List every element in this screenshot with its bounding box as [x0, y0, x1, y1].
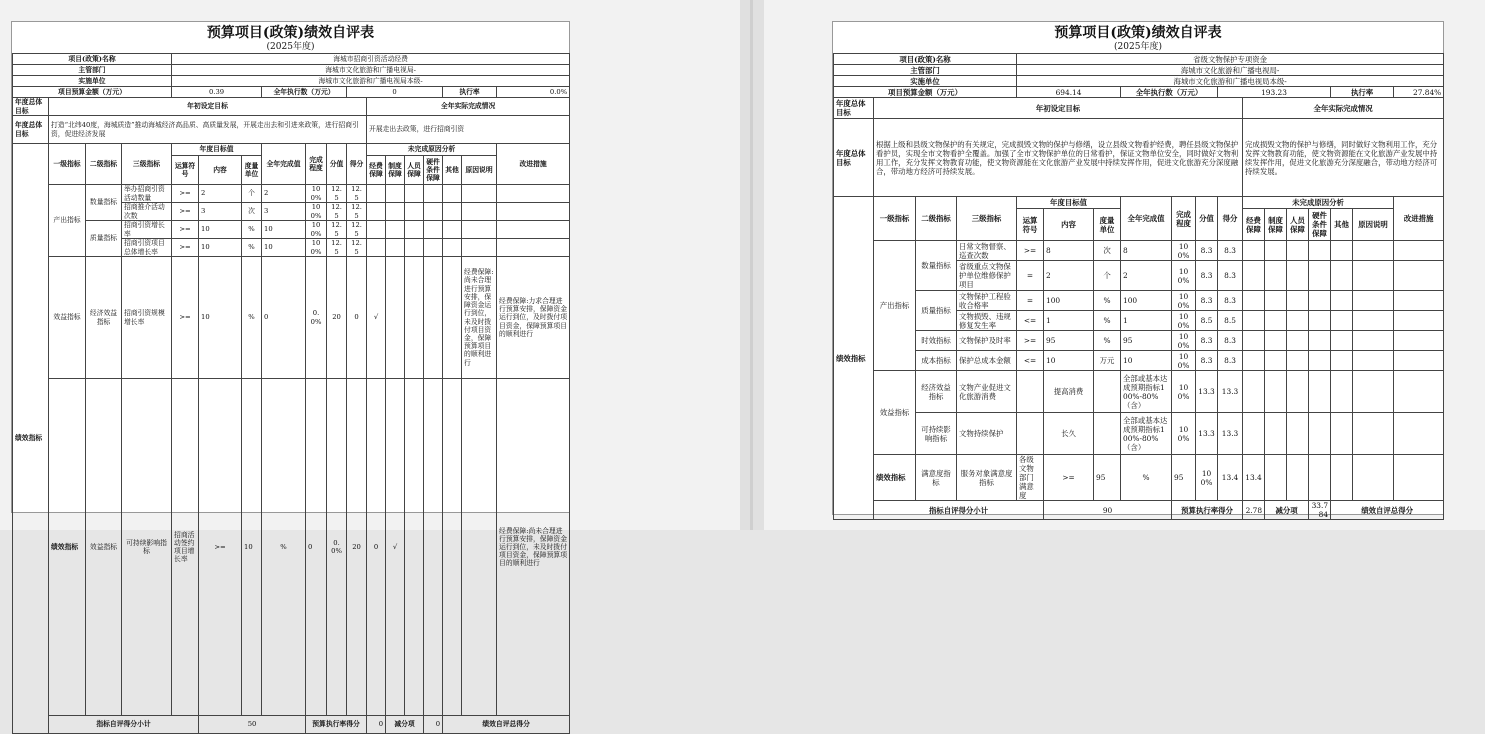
- indicator-section-label-2: 绩效指标: [874, 455, 916, 501]
- header-l1: 一级指标: [49, 144, 86, 185]
- header-content: 内容: [199, 156, 242, 185]
- full-cell: 全部或基本达成预期指标100%-80%（含）: [1121, 371, 1172, 413]
- dept-label: 主管部门: [834, 65, 1017, 76]
- get-cell: 0: [347, 257, 367, 379]
- footer-deduct: 33.784: [1309, 501, 1331, 520]
- header-fund: 经费保障: [1243, 209, 1265, 241]
- header-unfinished: 未完成原因分析: [367, 144, 497, 156]
- l3-cell: 日常文物督察、巡查次数: [957, 241, 1017, 261]
- header-other: 其他: [443, 156, 462, 185]
- row-goal-text: [834, 119, 1444, 197]
- op-cell: <=: [1017, 351, 1044, 371]
- get-cell: 8.5: [1218, 311, 1243, 331]
- header-get: 得分: [1218, 197, 1243, 241]
- content-cell: 8: [1044, 241, 1094, 261]
- get-cell: 12.5: [347, 185, 367, 203]
- full-cell: 8: [1121, 241, 1172, 261]
- dept-value: 海城市文化旅游和广播电视局-: [172, 65, 570, 76]
- goal-label: 年度总体目标: [13, 98, 49, 116]
- degree-cell: 100%: [1172, 351, 1196, 371]
- l2-sustain: 可持续影响指标: [122, 379, 172, 716]
- row-impl: [13, 76, 570, 87]
- project-name-label: 项目(政策)名称: [13, 54, 172, 65]
- page-year: (2025年度): [1114, 42, 1162, 52]
- score-cell: 12.5: [327, 185, 347, 203]
- budget-value: 0.39: [172, 87, 262, 98]
- goal-label: 年度总体目标: [834, 98, 874, 119]
- l3-cell: 文物保护及时率: [957, 331, 1017, 351]
- footer-exec: 2.78: [1243, 501, 1265, 520]
- get-cell: 0: [367, 379, 386, 716]
- l3-cell: 招商引资项目总体增长率: [122, 239, 172, 257]
- initial-goal-label: 年初设定目标: [874, 98, 1243, 119]
- content-cell: 长久: [1044, 413, 1094, 455]
- content-cell: 1: [1044, 311, 1094, 331]
- l3-cell: 文物保护工程验收合格率: [957, 291, 1017, 311]
- l2-quality: 质量指标: [86, 221, 122, 257]
- degree-cell: 0.0%: [327, 379, 347, 716]
- op-cell: >=: [1017, 241, 1044, 261]
- exec-label: 全年执行数（万元）: [1121, 87, 1218, 98]
- score-cell: 8.3: [1196, 331, 1218, 351]
- header-unit: 度量单位: [1094, 209, 1121, 241]
- header-reason: 原因说明: [1353, 209, 1394, 241]
- table-row: [13, 257, 570, 379]
- goal-text: 根据上级和县级文物保护的有关规定，完成损毁文物的保护与修缮，设立县级文物看护经费，聘任县级文物保护看护员，实现全市文物看护全覆盖。加强了全市文物保护单位的日常看护，保证文物单位安全，同时做好文物利用工作，充分发挥文物教育功能，使文物资源能在文化旅游产业发展中持续发挥作用，促进文化旅游充分深度融合，带动地方经济可持续发展。: [874, 119, 1243, 197]
- score-cell: 13.4: [1218, 455, 1243, 501]
- l1-benefit-2: 效益指标: [86, 379, 122, 716]
- header-degree: 完成程度: [306, 144, 327, 185]
- footer-subtotal-label: 指标自评得分小计: [49, 716, 199, 733]
- footer-subtotal-label: 指标自评得分小计: [874, 501, 1044, 520]
- score-cell: 20: [347, 379, 367, 716]
- header-op: 运算符号: [1017, 209, 1044, 241]
- row-project-name: [834, 54, 1444, 65]
- exec-label: 全年执行数（万元）: [262, 87, 347, 98]
- op-cell: >=: [172, 185, 199, 203]
- row-dept: [834, 65, 1444, 76]
- unit-cell: [1094, 413, 1121, 455]
- impl-value: 海城市文化旅游和广播电视局本级-: [1017, 76, 1444, 87]
- degree-cell: 100%: [306, 203, 327, 221]
- table-row: [834, 241, 1444, 261]
- document-page-1: [11, 21, 570, 729]
- table-row: [834, 413, 1444, 455]
- op-cell: =: [1017, 291, 1044, 311]
- op-cell: >=: [172, 221, 199, 239]
- get-cell: 8.3: [1218, 351, 1243, 371]
- l3-cell: 举办招商引资活动数量: [122, 185, 172, 203]
- score-cell: 13.3: [1196, 413, 1218, 455]
- l2-econ: 经济效益指标: [916, 371, 957, 413]
- content-cell: 10: [199, 239, 242, 257]
- get-cell: 8.3: [1218, 261, 1243, 291]
- rate-value: 0.0%: [497, 87, 570, 98]
- l3-cell: 各级文物部门满意度: [1017, 455, 1044, 501]
- evaluation-table: [833, 53, 1444, 520]
- goal-label-2: 年度总体目标: [834, 119, 874, 197]
- initial-goal-label: 年初设定目标: [49, 98, 367, 116]
- header-system: 制度保障: [1265, 209, 1287, 241]
- l2-sustain: 可持续影响指标: [916, 413, 957, 455]
- unit-cell: 个: [242, 185, 262, 203]
- header-target: 年度目标值: [1017, 197, 1121, 209]
- l1-benefit: 效益指标: [49, 257, 86, 379]
- l3-cell: 招商推介活动次数: [122, 203, 172, 221]
- budget-label: 项目预算金额（万元）: [13, 87, 172, 98]
- header-op: 运算符号: [172, 156, 199, 185]
- footer-subtotal: 50: [199, 716, 306, 733]
- get-cell: 13.3: [1218, 371, 1243, 413]
- unit-cell: 次: [1094, 241, 1121, 261]
- fund-check: √: [386, 379, 405, 716]
- header-l2: 二级指标: [86, 144, 122, 185]
- goal-label-2: 年度总体目标: [13, 116, 49, 144]
- actual-label: 全年实际完成情况: [367, 98, 570, 116]
- content-cell: 2: [1044, 261, 1094, 291]
- row-project-name: [13, 54, 570, 65]
- row-footer: [834, 501, 1444, 520]
- full-cell: 95: [1121, 331, 1172, 351]
- table-row: [834, 331, 1444, 351]
- actual-text: 完成损毁文物的保护与修缮，同时做好文物利用工作，充分发挥文物教育功能，使文物资源能在文化旅游产业发展中持续发挥作用，促进文化旅游充分深度融合，带动地方经济可持续发展。: [1243, 119, 1444, 197]
- footer-deduct-label: 减分项: [1265, 501, 1309, 520]
- budget-value: 694.14: [1017, 87, 1121, 98]
- full-cell: 全部或基本达成预期指标100%-80%（含）: [1121, 413, 1172, 455]
- op-cell: <=: [1017, 311, 1044, 331]
- degree-cell: 100%: [1172, 371, 1196, 413]
- l3-cell: 文物损毁、违规修复发生率: [957, 311, 1017, 331]
- unit-cell: %: [1094, 331, 1121, 351]
- indicator-section-label: 绩效指标: [13, 144, 49, 734]
- degree-cell: 100%: [1172, 241, 1196, 261]
- header-full: 全年完成值: [262, 144, 306, 185]
- full-cell: 10: [262, 239, 306, 257]
- header-reason: 原因说明: [462, 156, 497, 185]
- budget-label: 项目预算金额（万元）: [834, 87, 1017, 98]
- footer-deduct-label: 减分项: [386, 716, 424, 733]
- degree-cell: 100%: [306, 239, 327, 257]
- degree-cell: 100%: [306, 185, 327, 203]
- content-cell: 10: [199, 221, 242, 239]
- get-cell: 12.5: [347, 239, 367, 257]
- header-score: 分值: [327, 144, 347, 185]
- full-cell: 100: [1121, 291, 1172, 311]
- header-target: 年度目标值: [172, 144, 262, 156]
- divider-edge: [750, 0, 753, 530]
- unit-cell: %: [242, 221, 262, 239]
- unit-cell: [1094, 371, 1121, 413]
- measure-cell: 经费保障:力求合理进行预算安排，保障资金运行到位，及时拨付项目资金，保障预算项目的顺利进行: [497, 257, 570, 379]
- rate-label: 执行率: [1331, 87, 1394, 98]
- row-budget: [834, 87, 1444, 98]
- project-name-value: 海城市招商引资活动经费: [172, 54, 570, 65]
- footer-deduct: 0: [424, 716, 443, 733]
- l3-cell: 文物产业促进文化旅游消费: [957, 371, 1017, 413]
- footer-exec-label: 预算执行率得分: [1172, 501, 1243, 520]
- score-cell: 20: [327, 257, 347, 379]
- l2-quantity: 数量指标: [86, 185, 122, 221]
- score-cell: 8.3: [1196, 351, 1218, 371]
- content-cell: 95: [1044, 331, 1094, 351]
- row-footer: [13, 716, 570, 733]
- op-cell: [1017, 371, 1044, 413]
- header-hardware: 硬件条件保障: [1309, 209, 1331, 241]
- content-cell: 10: [1044, 351, 1094, 371]
- impl-label: 实施单位: [13, 76, 172, 87]
- get-cell: 13.3: [1218, 413, 1243, 455]
- dept-label: 主管部门: [13, 65, 172, 76]
- op-cell: >=: [172, 203, 199, 221]
- header-degree: 完成程度: [1172, 197, 1196, 241]
- degree-cell: 100%: [1172, 291, 1196, 311]
- goal-text: 打造“北纬40度，海城质造”推动海城经济高品质、高质量发展，开展走出去和引进来政策，进行招商引资，促进经济发展: [49, 116, 367, 144]
- unit-cell: %: [1121, 455, 1172, 501]
- content-cell: 2: [199, 185, 242, 203]
- get-cell: 8.3: [1218, 291, 1243, 311]
- degree-cell: 100%: [1172, 331, 1196, 351]
- l3-cell: 招商引资增长率: [122, 221, 172, 239]
- row-dept: [13, 65, 570, 76]
- content-cell: 提高消费: [1044, 371, 1094, 413]
- project-name-label: 项目(政策)名称: [834, 54, 1017, 65]
- l3-cell: 文物持续保护: [957, 413, 1017, 455]
- table-row: [13, 185, 570, 203]
- indicator-section-label-2: 绩效指标: [49, 379, 86, 716]
- degree-cell: 100%: [1196, 455, 1218, 501]
- row-header-1: [13, 144, 570, 156]
- full-cell: 2: [1121, 261, 1172, 291]
- get-cell: 12.5: [347, 221, 367, 239]
- unit-cell: %: [1094, 291, 1121, 311]
- footer-total-label: 绩效自评总得分: [443, 716, 570, 733]
- content-cell: 10: [199, 257, 242, 379]
- header-l2: 二级指标: [916, 197, 957, 241]
- l2-quantity: 数量指标: [916, 241, 957, 291]
- header-l3: 三级指标: [957, 197, 1017, 241]
- page-title: 预算项目(政策)绩效自评表: [206, 25, 375, 41]
- project-name-value: 省级文物保护专项资金: [1017, 54, 1444, 65]
- degree-cell: 100%: [1172, 261, 1196, 291]
- page-title: 预算项目(政策)绩效自评表: [1054, 25, 1222, 41]
- unit-cell: 次: [242, 203, 262, 221]
- table-row: [834, 291, 1444, 311]
- header-get: 得分: [347, 144, 367, 185]
- degree-cell: 100%: [1172, 413, 1196, 455]
- header-l3: 三级指标: [122, 144, 172, 185]
- l3-cell: 省级重点文物保护单位维修保护项目: [957, 261, 1017, 291]
- rate-value: 27.84%: [1394, 87, 1444, 98]
- l1-benefit: 效益指标: [874, 371, 916, 455]
- l3-cell: 保护总成本金额: [957, 351, 1017, 371]
- row-goal-text: [13, 116, 570, 144]
- l2-time: 时效指标: [916, 331, 957, 351]
- rate-label: 执行率: [443, 87, 497, 98]
- unit-cell: %: [1094, 311, 1121, 331]
- table-row: [834, 371, 1444, 413]
- content-cell: 95: [1094, 455, 1121, 501]
- score-cell: 13.3: [1196, 371, 1218, 413]
- footer-exec-label: 预算执行率得分: [306, 716, 367, 733]
- fund-check: √: [367, 257, 386, 379]
- get-cell: 12.5: [347, 203, 367, 221]
- full-cell: 0: [262, 257, 306, 379]
- full-cell: 10: [262, 221, 306, 239]
- table-row: [834, 455, 1444, 501]
- l1-satisfaction: 满意度指标: [916, 455, 957, 501]
- unit-cell: %: [242, 257, 262, 379]
- footer-exec: 0: [367, 716, 386, 733]
- header-hardware: 硬件条件保障: [424, 156, 443, 185]
- l2-econ: 经济效益指标: [86, 257, 122, 379]
- score-cell: 12.5: [327, 203, 347, 221]
- l2-service: 服务对象满意度指标: [957, 455, 1017, 501]
- get-cell: 8.3: [1218, 241, 1243, 261]
- get-cell: 13.4: [1243, 455, 1265, 501]
- header-l1: 一级指标: [874, 197, 916, 241]
- header-measure: 改进措施: [1394, 197, 1444, 241]
- op-cell: >=: [1017, 331, 1044, 351]
- unit-cell: %: [242, 239, 262, 257]
- reason-cell: 经费保障:尚未合理进行预算安排，保障资金运行到位，未及时拨付项目资金，保障预算项目的顺利进行: [462, 257, 497, 379]
- full-cell: 2: [262, 185, 306, 203]
- table-row: [13, 379, 570, 716]
- op-cell: [1017, 413, 1044, 455]
- impl-value: 海城市文化旅游和广播电视局本级-: [172, 76, 570, 87]
- evaluation-table: [12, 53, 570, 734]
- degree-cell: 0.0%: [306, 257, 327, 379]
- reason-cell: 经费保障:尚未合理进行预算安排，保障资金运行到位，未及时拨付项目资金，保障预算项目的顺利进行: [497, 379, 570, 716]
- row-budget: [13, 87, 570, 98]
- l2-cost: 成本指标: [916, 351, 957, 371]
- exec-value: 0: [347, 87, 443, 98]
- score-cell: 12.5: [327, 221, 347, 239]
- header-other: 其他: [1331, 209, 1353, 241]
- row-header-1: [834, 197, 1444, 209]
- unit-cell: 万元: [1094, 351, 1121, 371]
- op-cell: >=: [172, 257, 199, 379]
- footer-subtotal: 90: [1044, 501, 1172, 520]
- content-cell: 3: [199, 203, 242, 221]
- full-cell: 3: [262, 203, 306, 221]
- header-full: 全年完成值: [1121, 197, 1172, 241]
- actual-text: 开展走出去政策，进行招商引资: [367, 116, 570, 144]
- l3-cell: 招商活动签约项目增长率: [172, 379, 199, 716]
- score-cell: 8.3: [1196, 241, 1218, 261]
- op-cell: =: [1017, 261, 1044, 291]
- unit-cell: 个: [1094, 261, 1121, 291]
- impl-label: 实施单位: [834, 76, 1017, 87]
- score-cell: 8.5: [1196, 311, 1218, 331]
- op-cell: >=: [172, 239, 199, 257]
- full-cell: 0: [306, 379, 327, 716]
- l3-cell: 招商引资规模增长率: [122, 257, 172, 379]
- content-cell: 10: [242, 379, 262, 716]
- page-year: (2025年度): [266, 42, 315, 52]
- l1-output: 产出指标: [874, 241, 916, 371]
- score-cell: 8.3: [1196, 291, 1218, 311]
- degree-cell: 100%: [1172, 311, 1196, 331]
- content-cell: 100: [1044, 291, 1094, 311]
- header-unfinished: 未完成原因分析: [1243, 197, 1394, 209]
- unit-cell: %: [262, 379, 306, 716]
- row-goal-header: [13, 98, 570, 116]
- document-page-2: [832, 21, 1444, 519]
- table-row: [834, 351, 1444, 371]
- score-cell: 8.3: [1196, 261, 1218, 291]
- dept-value: 海城市文化旅游和广播电视局-: [1017, 65, 1444, 76]
- op-cell: >=: [1044, 455, 1094, 501]
- full-cell: 1: [1121, 311, 1172, 331]
- score-cell: 12.5: [327, 239, 347, 257]
- header-measure: 改进措施: [497, 144, 570, 185]
- actual-label: 全年实际完成情况: [1243, 98, 1444, 119]
- pane-divider[interactable]: [740, 0, 764, 530]
- header-fund: 经费保障: [367, 156, 386, 185]
- get-cell: 8.3: [1218, 331, 1243, 351]
- l1-output: 产出指标: [49, 185, 86, 257]
- table-row: [13, 221, 570, 239]
- header-unit: 度量单位: [242, 156, 262, 185]
- indicator-section-label: 绩效指标: [834, 197, 874, 520]
- op-cell: >=: [199, 379, 242, 716]
- row-goal-header: [834, 98, 1444, 119]
- full-cell: 95: [1172, 455, 1196, 501]
- header-score: 分值: [1196, 197, 1218, 241]
- l2-quality: 质量指标: [916, 291, 957, 331]
- row-impl: [834, 76, 1444, 87]
- footer-total-label: 绩效自评总得分: [1331, 501, 1444, 520]
- degree-cell: 100%: [306, 221, 327, 239]
- header-staff: 人员保障: [405, 156, 424, 185]
- exec-value: 193.23: [1218, 87, 1331, 98]
- header-content: 内容: [1044, 209, 1094, 241]
- full-cell: 10: [1121, 351, 1172, 371]
- header-system: 制度保障: [386, 156, 405, 185]
- header-staff: 人员保障: [1287, 209, 1309, 241]
